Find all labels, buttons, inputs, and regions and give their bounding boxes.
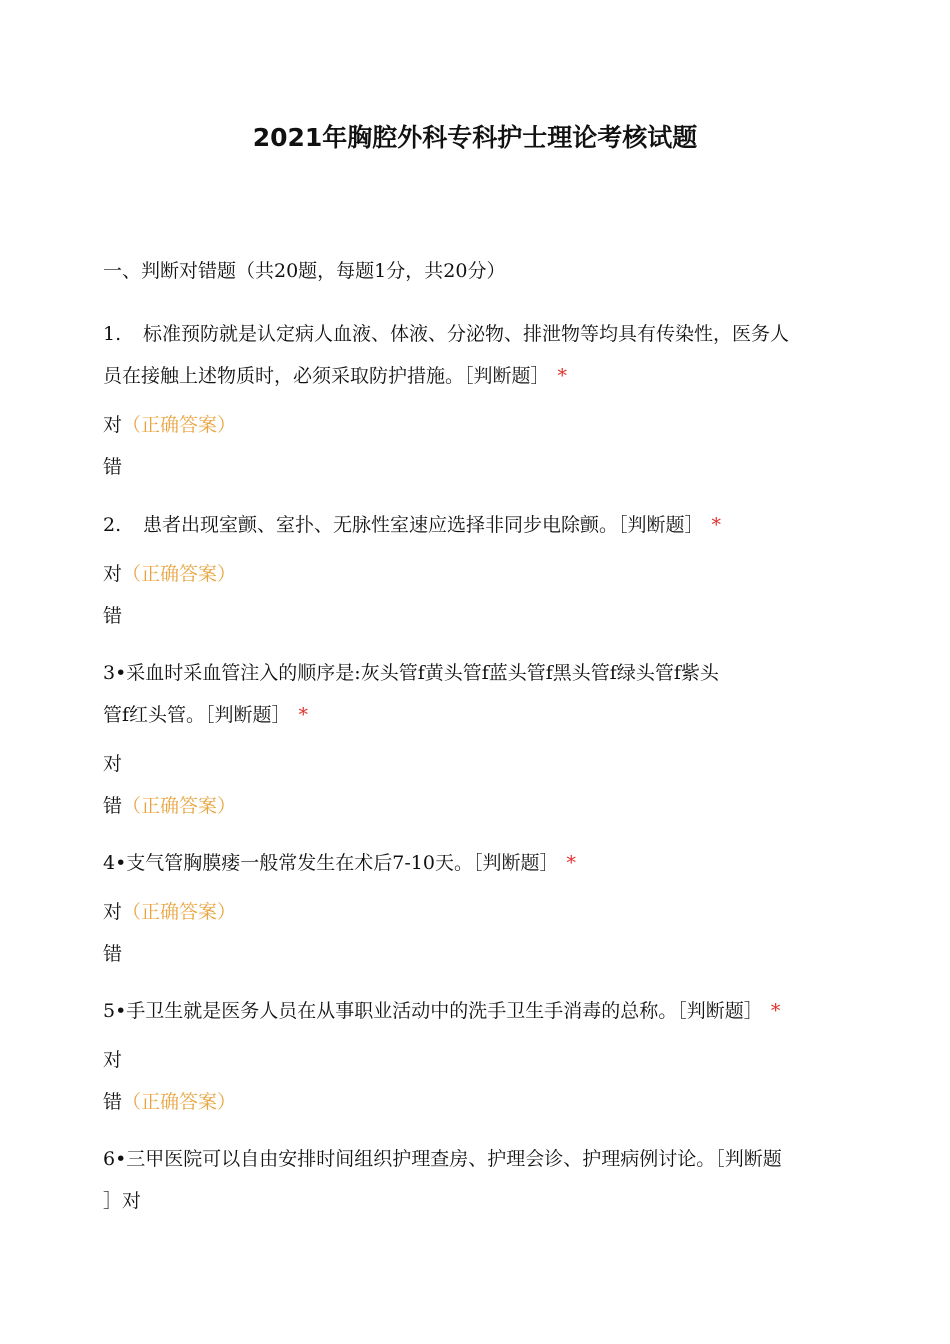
question-5-line-1 [103,996,780,1026]
question-6-line-1 [103,1144,782,1174]
option-label: 对 [103,753,123,775]
question-2-option-2[interactable] [103,601,122,631]
correct-answer-mark: （正确答案） [122,901,237,923]
question-text: 三甲医院可以自由安排时间组织护理查房、护理会诊、护理病例讨论。［判断题 [126,1148,782,1170]
question-number: 5• [103,1000,127,1022]
option-label: 对 [103,1049,123,1071]
question-text: 患者出现室颤、室扑、无脉性室速应选择非同步电除颤。［判断题］ [143,514,704,536]
question-1-line-2 [103,361,567,391]
page-title: 2021年胸腔外科专科护士理论考核试题 [252,123,698,152]
required-mark: * [566,852,576,874]
question-1-option-1[interactable] [103,410,236,440]
question-text: 支气管胸膜瘘一般常发生在术后7-10天。［判断题］ [126,852,559,874]
question-2-line-1 [103,510,721,540]
option-label: 对 [103,901,123,923]
correct-answer-mark: （正确答案） [122,414,237,436]
required-mark: * [557,365,568,387]
option-label: 错 [103,943,123,965]
option-label: 错 [103,456,123,478]
question-5-option-2[interactable] [103,1087,236,1117]
question-text: 管f红头管。［判断题］ [103,704,291,726]
question-3-line-2 [103,700,308,730]
question-text: 员在接触上述物质时，必须采取防护措施。［判断题］ [103,365,550,387]
question-text: 采血时采血管注入的顺序是:灰头管f黄头管f蓝头管f黑头管f绿头管f紫头 [126,662,719,684]
question-text: 标准预防就是认定病人血液、体液、分泌物、排泄物等均具有传染性，医务人 [143,323,790,345]
question-2-option-1[interactable] [103,559,236,589]
question-number: 4• [103,852,127,874]
question-4-option-2[interactable] [103,939,122,969]
correct-answer-mark: （正确答案） [122,563,237,585]
correct-answer-mark: （正确答案） [122,795,237,817]
option-label: 对 [103,563,123,585]
question-4-option-1[interactable] [103,897,236,927]
question-4-line-1 [103,848,576,878]
question-1-option-2[interactable] [103,452,122,482]
required-mark: * [298,704,309,726]
question-5-option-1[interactable] [103,1045,122,1075]
question-number: 1. [103,323,122,345]
question-text: ］对 [103,1190,142,1212]
question-1-line-1 [103,319,789,349]
question-3-line-1 [103,658,719,688]
option-label: 错 [103,795,123,817]
question-number: 3• [103,662,127,684]
option-label: 对 [103,414,123,436]
question-text: 手卫生就是医务人员在从事职业活动中的洗手卫生手消毒的总称。［判断题］ [126,1000,763,1022]
section-heading: 一、判断对错题（共20题，每题1分，共20分） [103,260,506,282]
question-number: 6• [103,1148,127,1170]
option-label: 错 [103,605,123,627]
option-label: 错 [103,1091,123,1113]
required-mark: * [711,514,722,536]
question-3-option-2[interactable] [103,791,236,821]
question-3-option-1[interactable] [103,749,122,779]
question-number: 2. [103,514,122,536]
question-6-line-2 [103,1186,141,1216]
correct-answer-mark: （正确答案） [122,1091,237,1113]
required-mark: * [770,1000,781,1022]
